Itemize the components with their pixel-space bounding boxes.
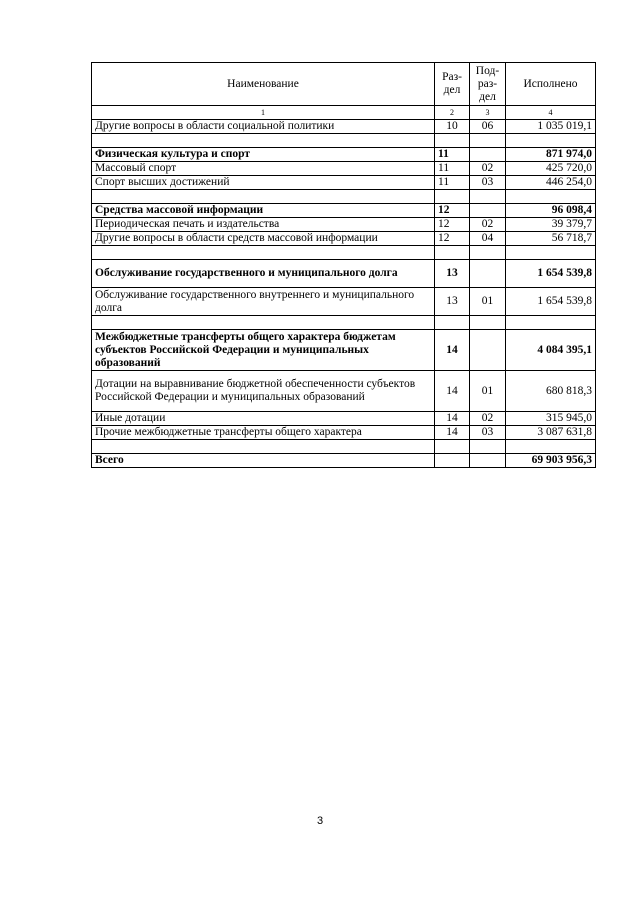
table-row-total: [92, 260, 596, 288]
row-section: 13: [435, 288, 470, 316]
row-executed: 425 720,0: [506, 162, 596, 176]
row-subsection: 02: [470, 218, 506, 232]
row-executed: 871 974,0: [506, 148, 596, 162]
header-executed: Исполнено: [506, 63, 596, 106]
table-header-row: [92, 63, 596, 106]
row-subsection: 02: [470, 412, 506, 426]
row-executed: 446 254,0: [506, 176, 596, 190]
row-subsection: 02: [470, 162, 506, 176]
page-number: 3: [316, 815, 324, 827]
table-row: [92, 218, 596, 232]
budget-execution-table: [91, 62, 596, 468]
row-executed: 4 084 395,1: [506, 330, 596, 371]
row-executed: 39 379,7: [506, 218, 596, 232]
row-executed: 96 098,4: [506, 204, 596, 218]
table-row: [92, 288, 596, 316]
column-number: 3: [470, 106, 506, 120]
table-row-total: [92, 330, 596, 371]
row-section: 13: [435, 260, 470, 288]
row-name: Прочие межбюджетные трансферты общего характера: [92, 426, 435, 440]
row-executed: 1 654 539,8: [506, 288, 596, 316]
header-section: Раз-дел: [435, 63, 470, 106]
header-subsection: Под-раз-дел: [470, 63, 506, 106]
row-name: Иные дотации: [92, 412, 435, 426]
row-section: 12: [435, 218, 470, 232]
row-subsection: 01: [470, 288, 506, 316]
column-number-row: [92, 106, 596, 120]
row-subsection: 03: [470, 426, 506, 440]
table-row: [92, 371, 596, 412]
grand-total-row: [92, 454, 596, 468]
column-number: 1: [92, 106, 435, 120]
row-section: 12: [435, 232, 470, 246]
row-executed: 315 945,0: [506, 412, 596, 426]
column-number: 2: [435, 106, 470, 120]
row-name: Всего: [92, 454, 435, 468]
row-name: Обслуживание государственного внутреннего и муниципального долга: [92, 288, 435, 316]
table-row: [92, 232, 596, 246]
row-subsection: [470, 204, 506, 218]
row-subsection: 04: [470, 232, 506, 246]
row-name: Дотации на выравнивание бюджетной обеспеченности субъектов Российской Федерации и муниципальных образований: [92, 371, 435, 412]
row-section: 11: [435, 176, 470, 190]
row-section: 14: [435, 412, 470, 426]
row-section: 10: [435, 120, 470, 134]
table-row: [92, 162, 596, 176]
row-executed: 56 718,7: [506, 232, 596, 246]
row-subsection: [470, 148, 506, 162]
row-subsection: 03: [470, 176, 506, 190]
row-executed: 1 654 539,8: [506, 260, 596, 288]
table-row: [92, 176, 596, 190]
row-name: Физическая культура и спорт: [92, 148, 435, 162]
row-name: Массовый спорт: [92, 162, 435, 176]
row-executed: 3 087 631,8: [506, 426, 596, 440]
header-name: Наименование: [92, 63, 435, 106]
table-row: [92, 426, 596, 440]
row-subsection: [470, 330, 506, 371]
spacer-row: [92, 440, 596, 454]
row-name: Периодическая печать и издательства: [92, 218, 435, 232]
spacer-row: [92, 316, 596, 330]
row-name: Спорт высших достижений: [92, 176, 435, 190]
row-subsection: 06: [470, 120, 506, 134]
table-row-total: [92, 148, 596, 162]
row-name: Обслуживание государственного и муниципального долга: [92, 260, 435, 288]
row-section: 12: [435, 204, 470, 218]
row-executed: 680 818,3: [506, 371, 596, 412]
spacer-row: [92, 190, 596, 204]
column-number: 4: [506, 106, 596, 120]
row-name: Средства массовой информации: [92, 204, 435, 218]
row-executed: 69 903 956,3: [506, 454, 596, 468]
table-row: [92, 120, 596, 134]
row-executed: 1 035 019,1: [506, 120, 596, 134]
row-section: 14: [435, 426, 470, 440]
row-name: Межбюджетные трансферты общего характера бюджетам субъектов Российской Федерации и муниципальных образований: [92, 330, 435, 371]
row-section: 11: [435, 148, 470, 162]
spacer-row: [92, 246, 596, 260]
row-name: Другие вопросы в области социальной политики: [92, 120, 435, 134]
row-section: 14: [435, 330, 470, 371]
row-subsection: 01: [470, 371, 506, 412]
spacer-row: [92, 134, 596, 148]
row-section: 14: [435, 371, 470, 412]
row-subsection: [470, 260, 506, 288]
table-row-total: [92, 204, 596, 218]
row-section: 11: [435, 162, 470, 176]
table-row: [92, 412, 596, 426]
row-name: Другие вопросы в области средств массовой информации: [92, 232, 435, 246]
row-section: [435, 454, 470, 468]
row-subsection: [470, 454, 506, 468]
